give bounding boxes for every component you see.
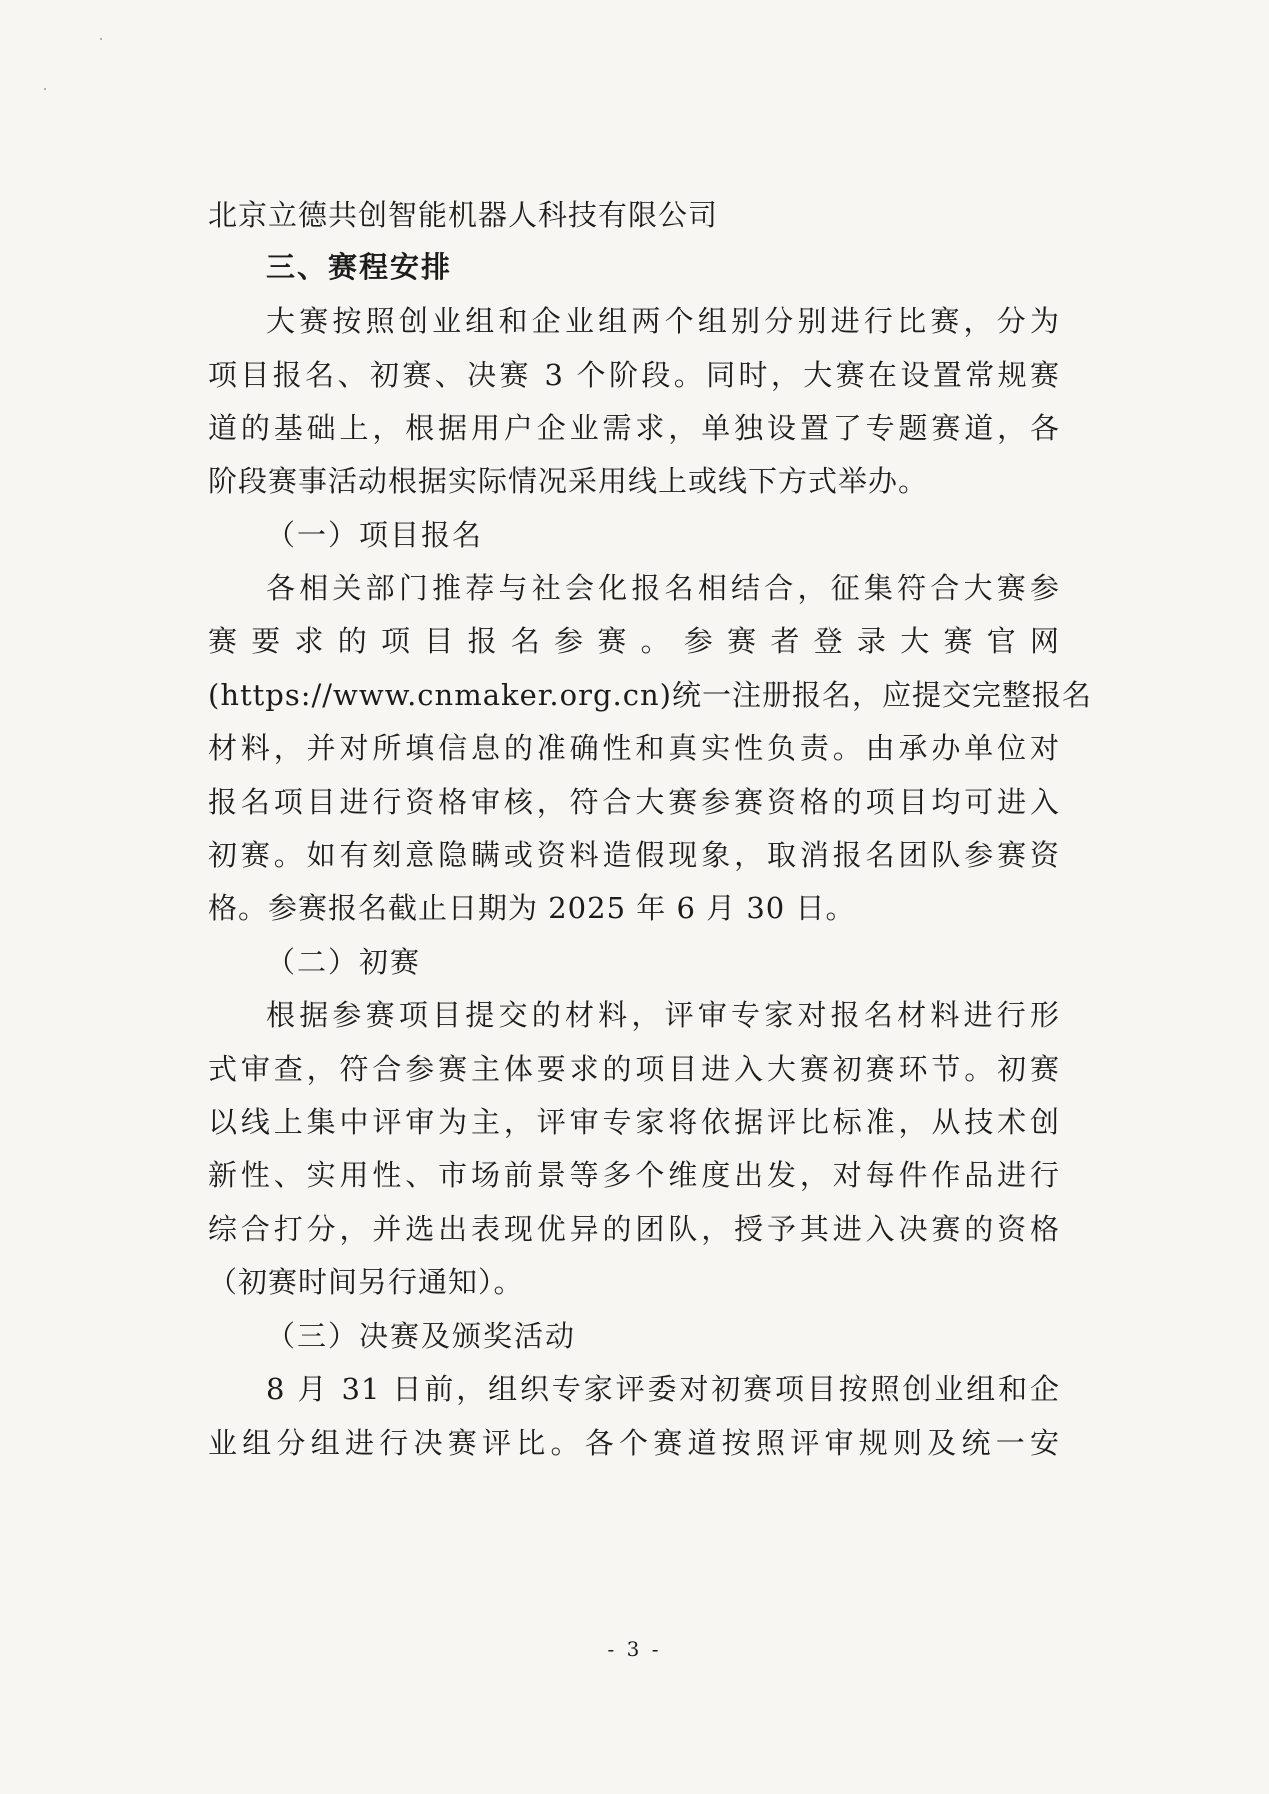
scan-speck xyxy=(44,88,46,90)
paragraph-line: 根据参赛项目提交的材料，评审专家对报名材料进行形 xyxy=(266,998,1060,1032)
paragraph-line-url: (https://www.cnmaker.org.cn)统一注册报名，应提交完整报名 xyxy=(208,678,1092,712)
paragraph-line: 以线上集中评审为主，评审专家将依据评比标准，从技术创 xyxy=(208,1105,1060,1139)
scan-speck xyxy=(100,38,102,40)
paragraph-line: 项目报名、初赛、决赛 3 个阶段。同时，大赛在设置常规赛 xyxy=(208,358,1060,392)
paragraph-line: 报名项目进行资格审核，符合大赛参赛资格的项目均可进入 xyxy=(208,785,1060,819)
sub-heading-registration: （一）项目报名 xyxy=(266,518,484,552)
paragraph-line: 阶段赛事活动根据实际情况采用线上或线下方式举办。 xyxy=(208,464,929,498)
paragraph-line: 材料，并对所填信息的准确性和真实性负责。由承办单位对 xyxy=(208,731,1060,765)
paragraph-line: 式审查，符合参赛主体要求的项目进入大赛初赛环节。初赛 xyxy=(208,1052,1060,1086)
paragraph-line: 初赛。如有刻意隐瞒或资料造假现象，取消报名团队参赛资 xyxy=(208,838,1060,872)
paragraph-line: 各相关部门推荐与社会化报名相结合，征集符合大赛参 xyxy=(266,571,1060,605)
paragraph-line: 综合打分，并选出表现优异的团队，授予其进入决赛的资格 xyxy=(208,1212,1060,1246)
paragraph-line: 格。参赛报名截止日期为 2025 年 6 月 30 日。 xyxy=(208,891,856,925)
paragraph-line: 大赛按照创业组和企业组两个组别分别进行比赛，分为 xyxy=(266,304,1060,338)
company-name-line: 北京立德共创智能机器人科技有限公司 xyxy=(208,198,719,232)
paragraph-line: 道的基础上，根据用户企业需求，单独设置了专题赛道，各 xyxy=(208,411,1060,445)
paragraph-line: 赛要求的项目报名参赛。参赛者登录大赛官网 xyxy=(208,624,1060,658)
page-number: - 3 - xyxy=(607,1637,662,1661)
sub-heading-final: （三）决赛及颁奖活动 xyxy=(266,1319,577,1353)
paragraph-line: 业组分组进行决赛评比。各个赛道按照评审规则及统一安 xyxy=(208,1426,1060,1460)
paragraph-line: 新性、实用性、市场前景等多个维度出发，对每件作品进行 xyxy=(208,1158,1060,1192)
paragraph-line: 8 月 31 日前，组织专家评委对初赛项目按照创业组和企 xyxy=(266,1372,1060,1406)
paragraph-line: （初赛时间另行通知）。 xyxy=(208,1265,524,1299)
sub-heading-preliminary: （二）初赛 xyxy=(266,945,422,979)
section-heading: 三、赛程安排 xyxy=(266,250,453,284)
